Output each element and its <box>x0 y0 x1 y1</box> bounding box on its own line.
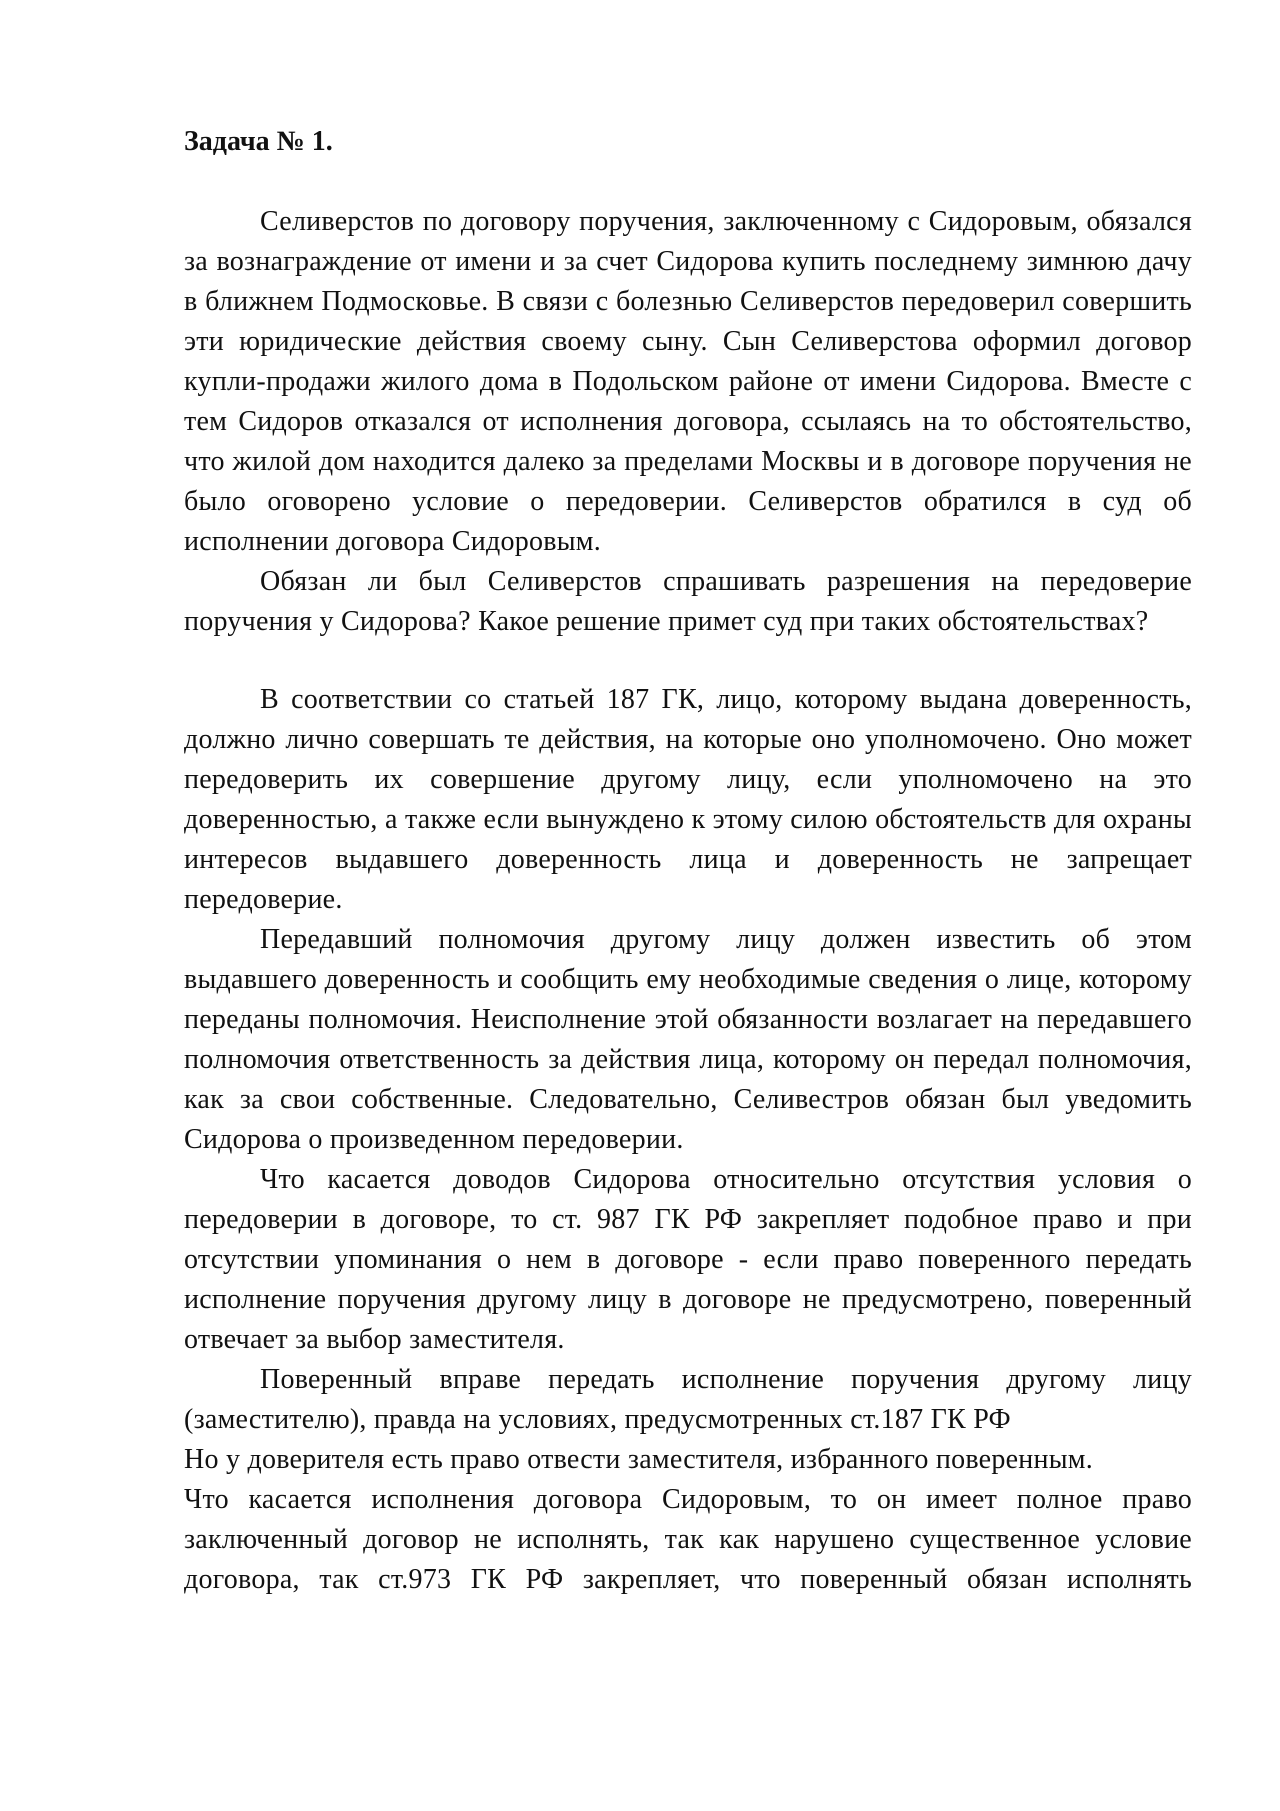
task-question: Обязан ли был Селиверстов спрашивать разрешения на передоверие поручения у Сидорова? Какое решение примет суд при таких обстоятельствах? <box>184 566 1192 637</box>
answer-paragraph: Передавший полномочия другому лицу должен известить об этом выдавшего доверенность и сообщить ему необходимые сведения о лице, которому переданы полномочия. Неисполнение этой обязанности возлагает на передавшего полномочия ответственность за действия лица, которому он передал полномочия, как за свои собственные. Следовательно, Селивестров обязан был уведомить Сидорова о произведенном передоверии. <box>184 924 1192 1155</box>
answer-paragraph: Что касается исполнения договора Сидоровым, то он имеет полное право заключенный договор не исполнять, так как нарушено существенное условие договора, так ст.973 ГК РФ закрепляет, что поверенный обязан исполнять <box>184 1484 1192 1595</box>
answer-paragraph: Поверенный вправе передать исполнение поручения другому лицу (заместителю), правда на условиях, предусмотренных ст.187 ГК РФ <box>184 1364 1192 1435</box>
answer-paragraph: Что касается доводов Сидорова относительно отсутствия условия о передоверии в договоре, то ст. 987 ГК РФ закрепляет подобное право и при отсутствии упоминания о нем в договоре - если право поверенного передать исполнение поручения другому лицу в договоре не предусмотрено, поверенный отвечает за выбор заместителя. <box>184 1164 1192 1355</box>
task-title: Задача № 1. <box>184 126 333 157</box>
paragraph-spacer <box>184 642 1192 680</box>
answer-paragraph: В соответствии со статьей 187 ГК, лицо, которому выдана доверенность, должно лично совершать те действия, на которые оно уполномочено. Оно может передоверить их совершение другому лицу, если уполномочено на это доверенностью, а также если вынуждено к этому силою обстоятельств для охраны интересов выдавшего доверенность лица и доверенность не запрещает передоверие. <box>184 684 1192 915</box>
task-paragraph: Селиверстов по договору поручения, заключенному с Сидоровым, обязался за вознаграждение от имени и за счет Сидорова купить последнему зимнюю дачу в ближнем Подмосковье. В связи с болезнью Селиверстов передоверил совершить эти юридические действия своему сыну. Сын Селиверстова оформил договор купли-продажи жилого дома в Подольском районе от имени Сидорова. Вместе с тем Сидоров отказался от исполнения договора, ссылаясь на то обстоятельство, что жилой дом находится далеко за пределами Москвы и в договоре поручения не было оговорено условие о передоверии. Селиверстов обратился в суд об исполнении договора Сидоровым. <box>184 206 1192 557</box>
answer-paragraph: Но у доверителя есть право отвести заместителя, избранного поверенным. <box>184 1444 1094 1475</box>
document-body <box>184 122 1192 1600</box>
